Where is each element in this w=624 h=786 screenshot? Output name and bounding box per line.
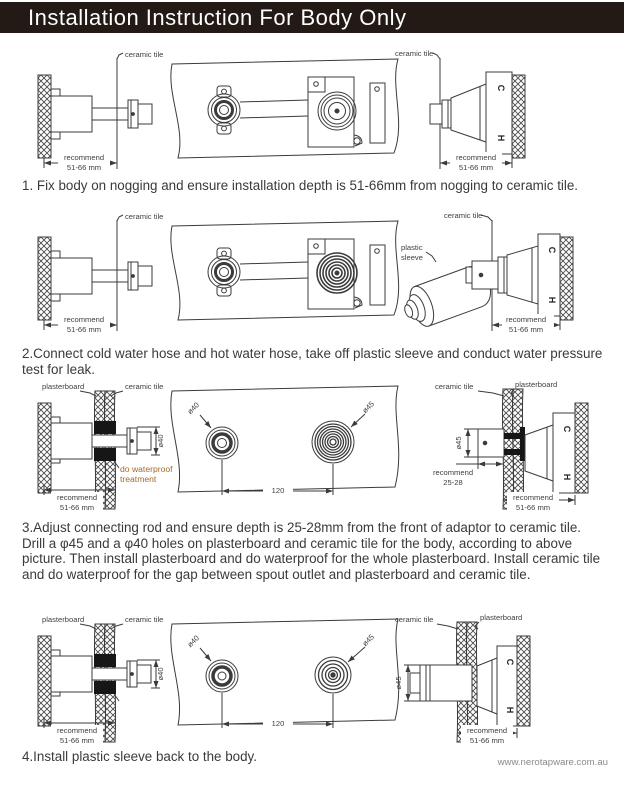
plastic-sleeve-label: plastic bbox=[401, 243, 423, 252]
step-3a: 3.Adjust connecting rod and ensure depth is 25-28mm from the front of adaptor to ceramic tile. bbox=[22, 520, 581, 535]
dim-51-66-label: 51-66 mm bbox=[66, 325, 102, 334]
recommend-label: recommend bbox=[63, 315, 105, 324]
dia-45-label: ø45 bbox=[360, 399, 377, 416]
plastic-sleeve-label: sleeve bbox=[401, 253, 423, 262]
side-view-right bbox=[395, 49, 525, 173]
side-view-right bbox=[394, 613, 530, 746]
waterproof-band bbox=[94, 448, 116, 461]
dim-120-label: 120 bbox=[271, 719, 285, 728]
dim-51-66-label: 51-66 mm bbox=[515, 503, 551, 512]
front-view bbox=[171, 221, 399, 320]
side-view-left bbox=[38, 212, 163, 335]
dia-40-label: ø40 bbox=[185, 400, 202, 417]
dim-25-28-label: 25-28 bbox=[443, 478, 463, 487]
figure-step1 bbox=[20, 42, 604, 180]
side-view-right bbox=[433, 380, 588, 513]
website-url: www.nerotapware.com.au bbox=[497, 757, 608, 768]
recommend-label: recommend bbox=[56, 726, 98, 735]
front-view bbox=[171, 59, 399, 158]
recommend-label: recommend bbox=[455, 153, 497, 162]
dim-51-66-label: 51-66 mm bbox=[59, 736, 95, 745]
ceramic-tile-label: ceramic tile bbox=[125, 50, 164, 59]
dia-40-label: ø40 bbox=[156, 434, 165, 448]
plasterboard-label: plasterboard bbox=[42, 382, 85, 391]
recommend-label: recommend bbox=[63, 153, 105, 162]
recommend-label: recommend bbox=[512, 493, 554, 502]
plastic-sleeve bbox=[420, 665, 472, 701]
page-title: Installation Instruction For Body Only bbox=[28, 4, 407, 30]
plastic-sleeve bbox=[410, 673, 420, 693]
dim-51-66-label: 51-66 mm bbox=[458, 163, 494, 172]
hot-port-label: H bbox=[496, 134, 506, 142]
waterproof-band bbox=[94, 421, 116, 434]
dim-51-66-label: 51-66 mm bbox=[469, 736, 505, 745]
nogging-hatch bbox=[38, 75, 51, 158]
side-view-left bbox=[38, 50, 163, 173]
dim-51-66-label: 51-66 mm bbox=[508, 325, 544, 334]
front-view bbox=[171, 386, 399, 496]
dia-45-label: ø45 bbox=[394, 676, 403, 690]
dim-120-label: 120 bbox=[271, 486, 285, 495]
front-view bbox=[171, 619, 399, 729]
dim-51-66-label: 51-66 mm bbox=[66, 163, 102, 172]
step-2-text: 2.Connect cold water hose and hot water hose, take off plastic sleeve and conduct water pressure test for leak. bbox=[22, 346, 603, 377]
recommend-label: recommend bbox=[505, 315, 547, 324]
cold-port-label: C bbox=[505, 658, 515, 666]
plasterboard-label: plasterboard bbox=[515, 380, 558, 389]
dia-45-label: ø45 bbox=[360, 632, 377, 649]
step-3-text bbox=[22, 520, 606, 583]
figure-step2 bbox=[20, 204, 604, 344]
ceramic-tile-label: ceramic tile bbox=[444, 211, 483, 220]
cold-port-label: C bbox=[496, 84, 506, 92]
dia-40-label: ø40 bbox=[156, 667, 165, 681]
dim-51-66-label: 51-66 mm bbox=[59, 503, 95, 512]
waterproof-label: treatment bbox=[120, 474, 157, 484]
nogging-hatch bbox=[560, 237, 573, 320]
step-1-text: 1. Fix body on nogging and ensure installation depth is 51-66mm from nogging to ceramic tile. bbox=[22, 178, 579, 193]
side-view-left bbox=[38, 615, 165, 746]
cold-port-label: C bbox=[547, 246, 557, 254]
ceramic-tile-label: ceramic tile bbox=[125, 212, 164, 221]
nogging-hatch bbox=[38, 636, 51, 726]
ceramic-tile-label: ceramic tile bbox=[125, 615, 164, 624]
ceramic-tile-label: ceramic tile bbox=[395, 49, 434, 58]
title-bar bbox=[0, 2, 624, 33]
recommend-label: recommend bbox=[466, 726, 508, 735]
plasterboard-label: plasterboard bbox=[480, 613, 523, 622]
step-3b: Drill a φ45 and a φ40 holes on plasterboard and ceramic tile for the body, according to above picture. Then install plasterboard and do waterproof for the whole plasterboard. Install ceramic tile and do waterproof for the gap between spout outlet and plasterboard and ceramic tile. bbox=[22, 535, 601, 583]
waterproof-label: do waterproof bbox=[120, 464, 173, 474]
cold-port-label: C bbox=[562, 425, 572, 433]
dia-40-label: ø40 bbox=[185, 633, 202, 650]
ceramic-tile-label: ceramic tile bbox=[395, 615, 434, 624]
nogging-hatch bbox=[38, 403, 51, 493]
plasterboard-label: plasterboard bbox=[42, 615, 85, 624]
recommend-label: recommend bbox=[56, 493, 98, 502]
ceramic-tile-label: ceramic tile bbox=[125, 382, 164, 391]
nogging-hatch bbox=[517, 636, 530, 726]
dia-45-label: ø45 bbox=[454, 436, 463, 450]
hot-port-label: H bbox=[562, 473, 572, 481]
recommend-label: recommend bbox=[432, 468, 474, 477]
nogging-hatch bbox=[38, 237, 51, 320]
nogging-hatch bbox=[512, 75, 525, 158]
hot-port-label: H bbox=[547, 296, 557, 304]
step-4-text: 4.Install plastic sleeve back to the body. bbox=[22, 749, 257, 764]
figure-step3 bbox=[20, 380, 604, 516]
ceramic-tile-label: ceramic tile bbox=[435, 382, 474, 391]
side-view-left bbox=[38, 382, 173, 513]
nogging-hatch bbox=[575, 403, 588, 493]
hot-port-label: H bbox=[505, 706, 515, 714]
figure-step4 bbox=[20, 613, 604, 749]
